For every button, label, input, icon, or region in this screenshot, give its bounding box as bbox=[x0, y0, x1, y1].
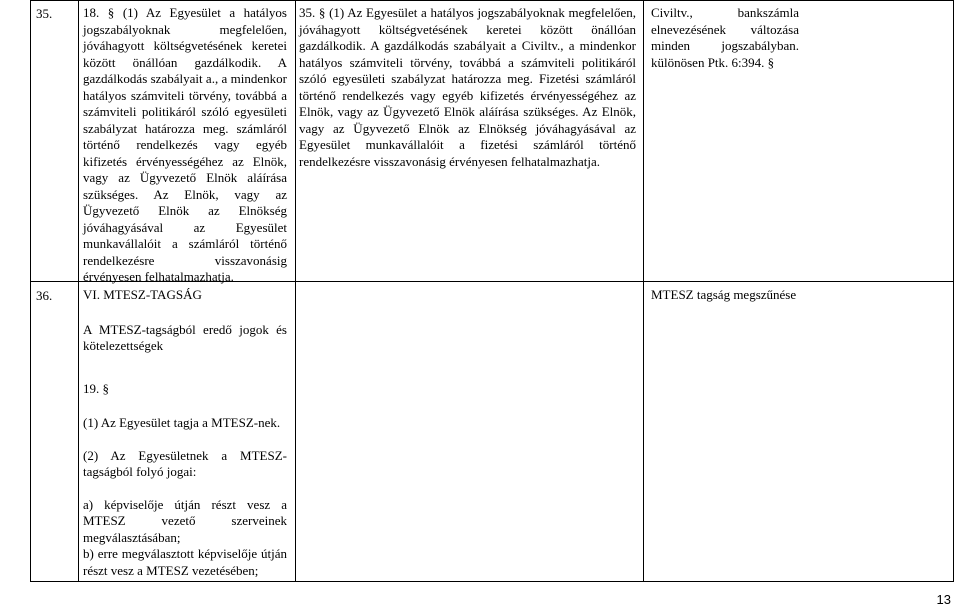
section-heading: VI. MTESZ-TAGSÁG bbox=[83, 287, 202, 302]
column-divider-2 bbox=[295, 0, 296, 582]
section-number: 19. § bbox=[83, 380, 109, 396]
table-border-bottom bbox=[30, 581, 954, 582]
subheading: A MTESZ-tagságból eredő jogok és kötelezettségek bbox=[83, 321, 287, 353]
column-divider-1 bbox=[78, 0, 79, 582]
row-36-original-text bbox=[83, 287, 287, 579]
page-number: 13 bbox=[936, 592, 951, 607]
item-a: a) képviselője útján részt vesz a MTESZ vezető szerveinek megválasztásában; bbox=[83, 496, 287, 545]
item-b: b) erre megválasztott képviselője útján részt vesz a MTESZ vezetésében; bbox=[83, 546, 287, 578]
row-35-justification: Civiltv., bankszámla elnevezésének változása minden jogszabályban. különösen Ptk. 6:394. § bbox=[651, 5, 799, 70]
column-divider-3 bbox=[643, 0, 644, 582]
table-border-right bbox=[953, 0, 954, 582]
table-border-left bbox=[30, 0, 31, 582]
paragraph-1: (1) Az Egyesület tagja a MTESZ-nek. bbox=[83, 415, 281, 430]
row-number-36: 36. bbox=[36, 288, 53, 303]
row-35-amended-text: 35. § (1) Az Egyesület a hatályos jogszabályoknak megfelelően, jóváhagyott költségvetésének keretei között önállóan gazdálkodik. A gazdálkodás szabályait a Civiltv., a mindenkor hatályos számviteli törvény, továbbá a számviteli politikáról szóló egyesületi szabályzat határozza meg. Fizetési számláról történő rendelkezés vagy egyéb kifizetés érvényességéhez az Elnök, vagy az Ügyvezető Elnök aláírása szükséges. Az Elnök, vagy az Ügyvezető Elnök az Elnökség jóváhagyásával az Egyesület munkavállalóit a fizetési számláról történő rendelkezésre visszavonásig érvényesen felhatalmazhatja. bbox=[299, 5, 636, 169]
paragraph-2: (2) Az Egyesületnek a MTESZ-tagságból folyó jogai: bbox=[83, 447, 287, 479]
row-35-original-text: 18. § (1) Az Egyesület a hatályos jogszabályoknak megfelelően, jóváhagyott költségvetésének keretei között önállóan gazdálkodik. A gazdálkodás szabályait a., a mindenkor hatályos számviteli törvény, továbbá a számviteli politikáról szóló egyesületi szabályzat határozza meg. számláról történő rendelkezés vagy egyéb kifizetés érvényességéhez az Elnök, vagy az Ügyvezető Elnök aláírása szükséges. Az Elnök, vagy az Ügyvezető Elnök az Elnökség jóváhagyásával az Egyesület munkavállalóit a számláról történő rendelkezésre visszavonásig érvényesen felhatalmazhatja. bbox=[83, 5, 287, 284]
table-border-top bbox=[30, 0, 954, 1]
row-number-35: 35. bbox=[36, 6, 53, 21]
row-36-justification: MTESZ tagság megszűnése bbox=[651, 287, 797, 302]
